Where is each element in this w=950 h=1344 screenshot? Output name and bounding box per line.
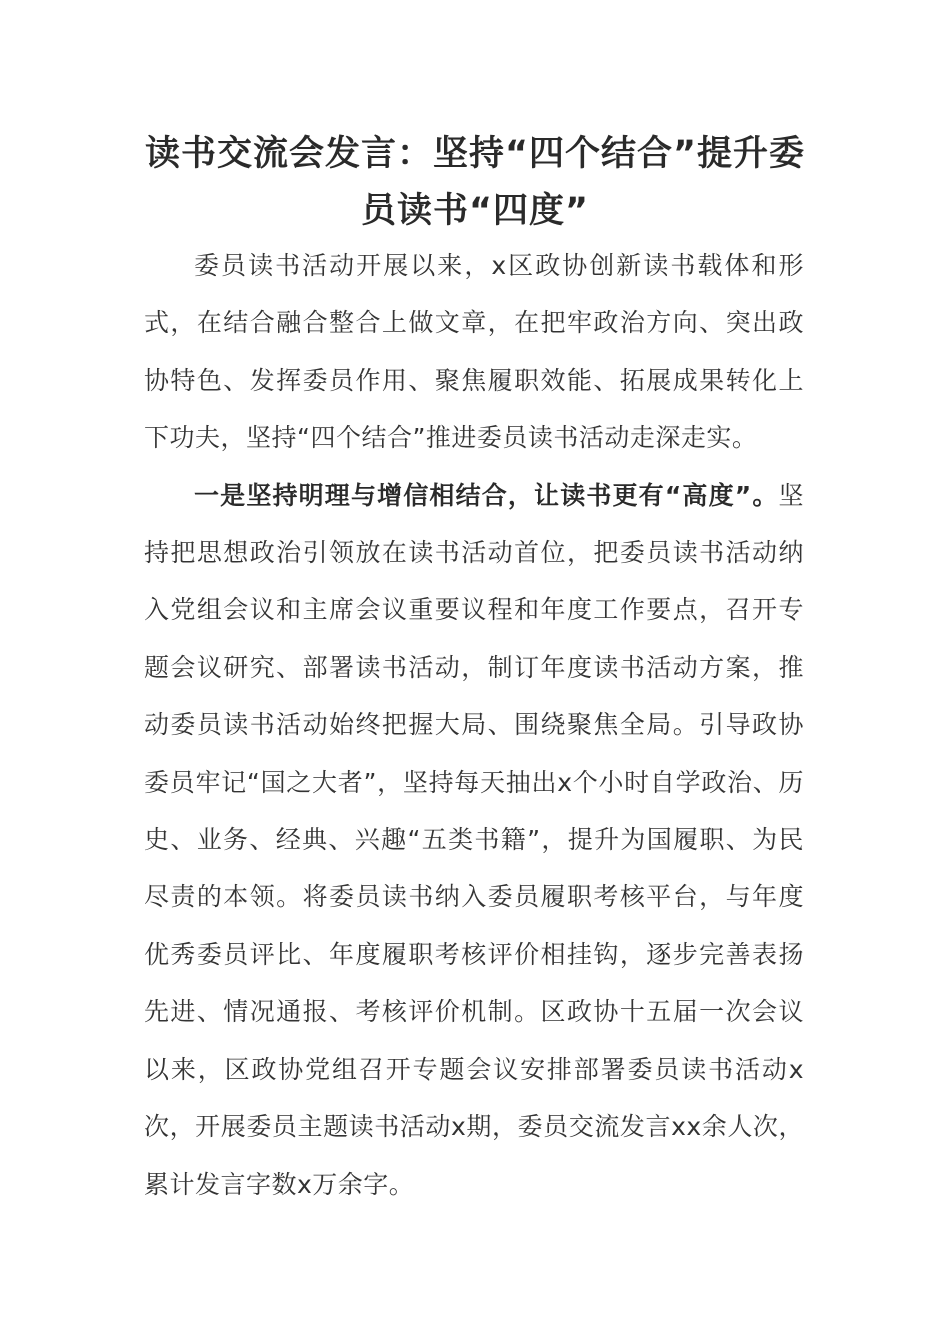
section-1-heading: 一是坚持明理与增信相结合，让读书更有“高度”。 bbox=[194, 480, 779, 510]
section-1-text: 坚持把思想政治引领放在读书活动首位，把委员读书活动纳入党组会议和主席会议重要议程和年度工作要点，召开专题会议研究、部署读书活动，制订年度读书活动方案，推动委员读书活动始终把握大局、围绕聚焦全局。引导政协委员牢记“国之大者”，坚持每天抽出x个小时自学政治、历史、业务、经典、兴趣“五类书籍”，提升为国履职、为民尽责的本领。将委员读书纳入委员履职考核平台，与年度优秀委员评比、年度履职考核评价相挂钩，逐步完善表扬先进、情况通报、考核评价机制。区政协十五届一次会议以来，区政协党组召开专题会议安排部署委员读书活动x次，开展委员主题读书活动x期，委员交流发言xx余人次，累计发言字数x万余字。 bbox=[144, 480, 804, 1199]
section-1-paragraph bbox=[144, 467, 804, 1213]
intro-paragraph: 委员读书活动开展以来，x区政协创新读书载体和形式，在结合融合整合上做文章，在把牢政治方向、突出政协特色、发挥委员作用、聚焦履职效能、拓展成果转化上下功夫，坚持“四个结合”推进委员读书活动走深走实。 bbox=[144, 251, 804, 453]
document-title: 读书交流会发言：坚持“四个结合”提升委员读书“四度” bbox=[144, 134, 805, 231]
document-body bbox=[144, 237, 804, 1213]
